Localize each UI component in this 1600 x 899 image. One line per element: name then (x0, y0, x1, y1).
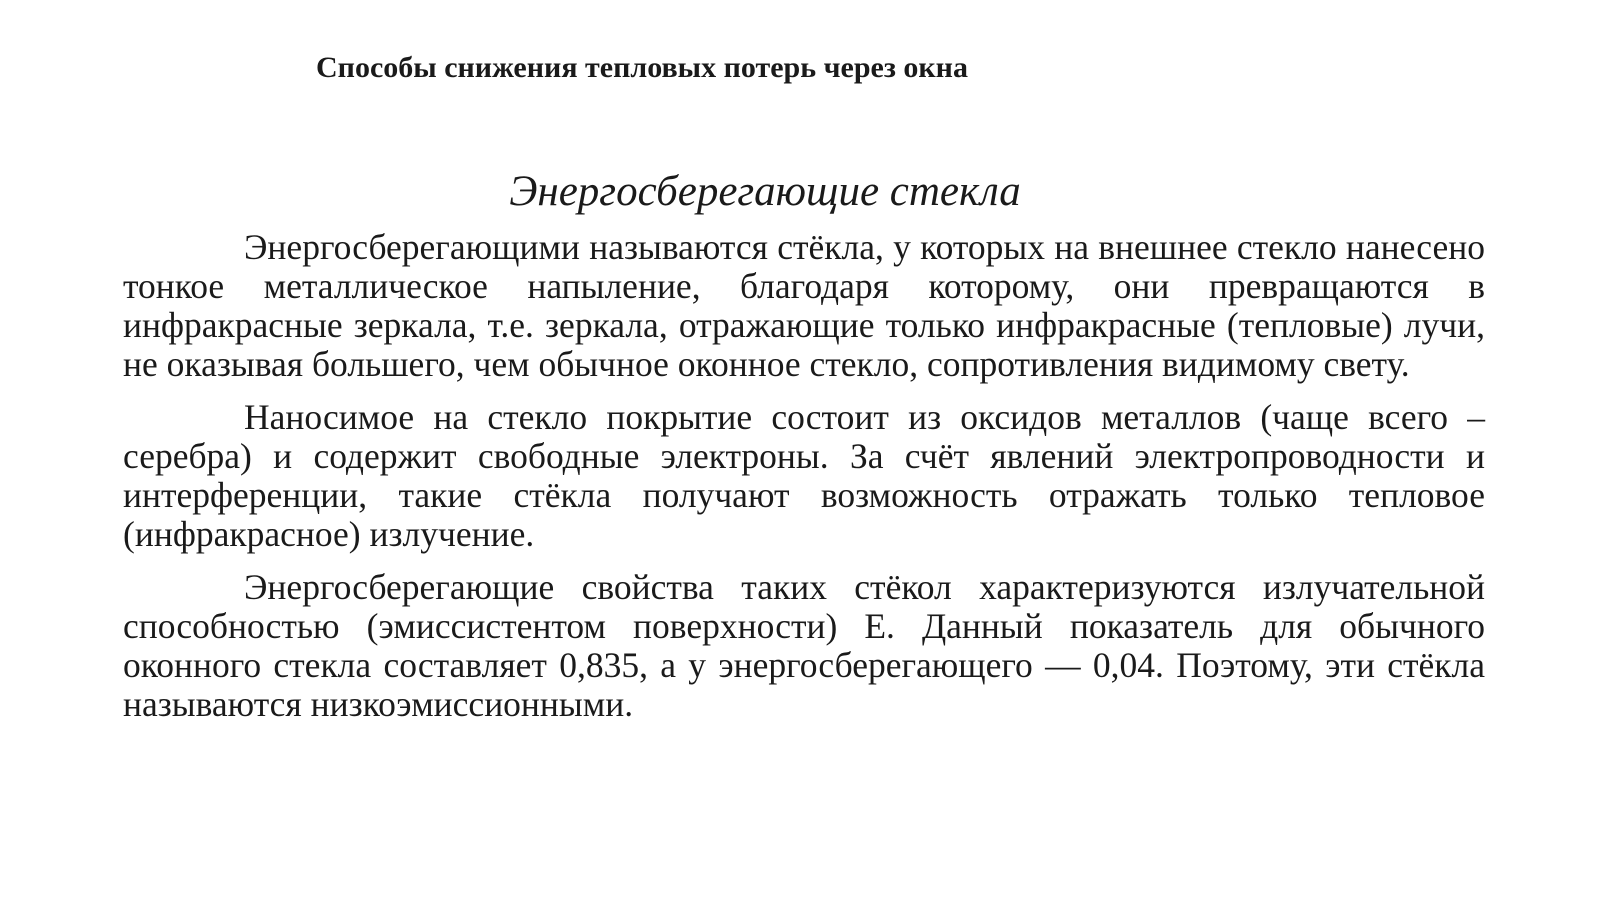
body-text (123, 228, 1485, 724)
section-subtitle: Энергосберегающие стекла (509, 168, 1021, 215)
paragraph-coating: Наносимое на стекло покрытие состоит из оксидов металлов (чаще всего –серебра) и содержит свободные электроны. За счёт явлений электропроводности и интерференции, такие стёкла получают возможность отражать только тепловое (инфракрасное) излучение. (123, 397, 1485, 554)
paragraph-emissivity: Энергосберегающие свойства таких стёкол характеризуются излучательной способностью (эмиссистентом поверхности) Е. Данный показатель для обычного оконного стекла составляет 0,835, а у энергосберегающего — 0,04. Поэтому, эти стёкла называются низкоэмиссионными. (123, 567, 1485, 724)
paragraph-definition: Энергосберегающими называются стёкла, у которых на внешнее стекло нанесено тонкое металлическое напыление, благодаря которому, они превращаются в инфракрасные зеркала, т.е. зеркала, отражающие только инфракрасные (тепловые) лучи, не оказывая большего, чем обычное оконное стекло, сопротивления видимому свету. (123, 227, 1485, 384)
slide-title: Способы снижения тепловых потерь через окна (316, 51, 968, 84)
